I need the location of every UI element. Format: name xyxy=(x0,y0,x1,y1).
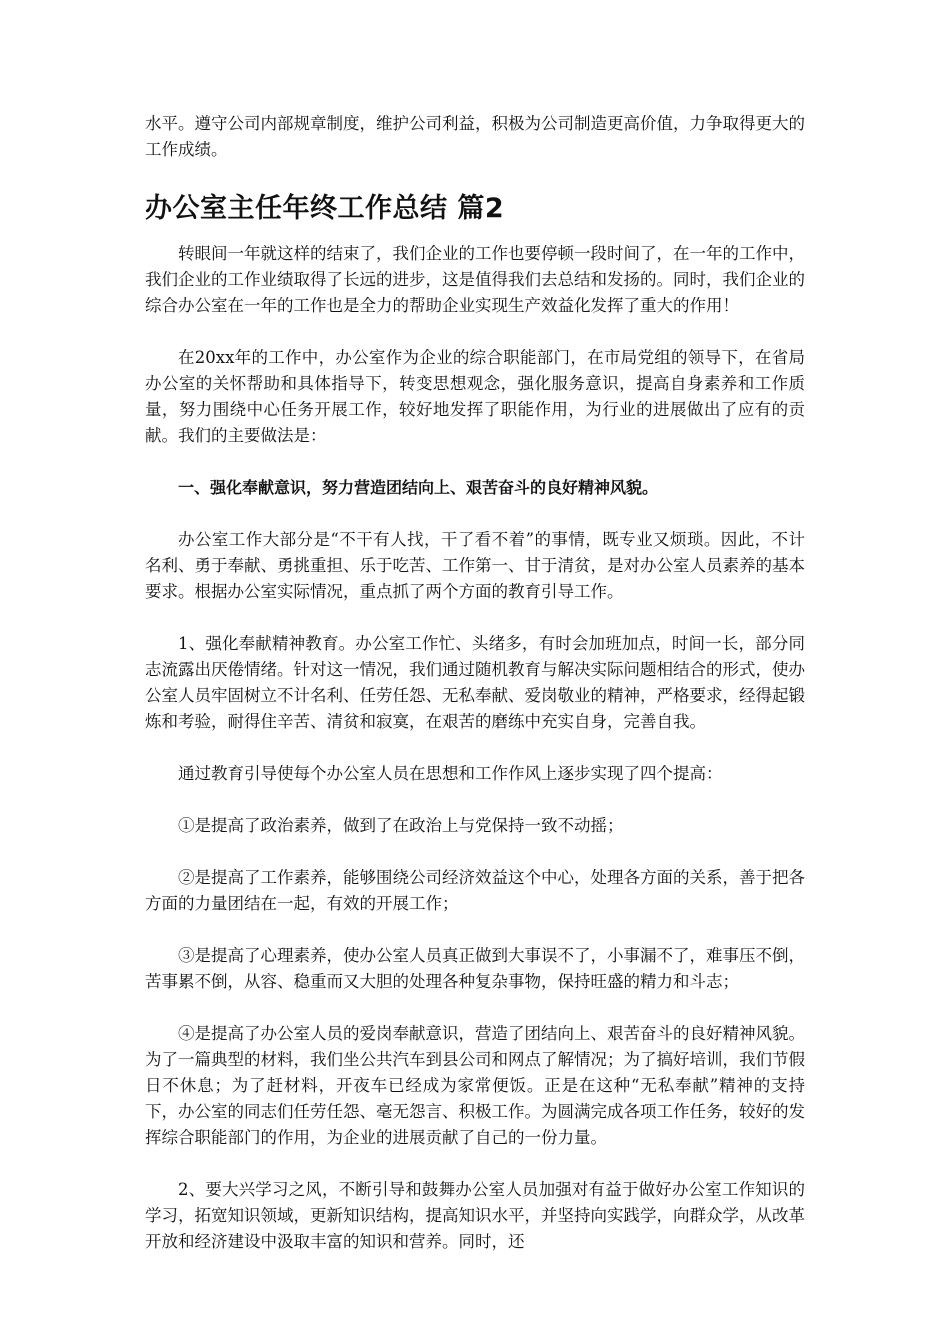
paragraph-6: 2、要大兴学习之风，不断引导和鼓舞办公室人员加强对有益于做好办公室工作知识的学习，拓宽知识领域，更新知识结构，提高知识水平，并坚持向实践学，向群众学，从改革开放和经济建设中汲取丰富的知识和营养。同时，还 xyxy=(145,1180,805,1251)
paragraph-5: 通过教育引导使每个办公室人员在思想和工作作风上逐步实现了四个提高： xyxy=(178,764,723,783)
paragraph-1: 转眼间一年就这样的结束了，我们企业的工作也要停顿一段时间了，在一年的工作中，我们企业的工作业绩取得了长远的进步，这是值得我们去总结和发扬的。同时，我们企业的综合办公室在一年的工作也是全力的帮助企业实现生产效益化发挥了重大的作用！ xyxy=(145,244,805,315)
subheading-1: 一、强化奉献意识，努力营造团结向上、艰苦奋斗的良好精神风貌。 xyxy=(178,478,659,497)
paragraph-3: 办公室工作大部分是“不干有人找，干了看不着”的事情，既专业又烦琐。因此，不计名利、勇于奉献、勇挑重担、乐于吃苦、工作第一、甘于清贫，是对办公室人员素养的基本要求。根据办公室实际情况，重点抓了两个方面的教育引导工作。 xyxy=(145,530,805,601)
section-heading: 办公室主任年终工作总结 篇2 xyxy=(145,193,505,224)
list-item-4: ④是提高了办公室人员的爱岗奉献意识，营造了团结向上、艰苦奋斗的良好精神风貌。为了一篇典型的材料，我们坐公共汽车到县公司和网点了解情况；为了搞好培训，我们节假日不休息；为了赶材料，开夜车已经成为家常便饭。正是在这种“无私奉献”精神的支持下，办公室的同志们任劳任怨、毫无怨言、积极工作。为圆满完成各项工作任务，较好的发挥综合职能部门的作用，为企业的进展贡献了自己的一份力量。 xyxy=(145,1024,805,1147)
intro-paragraph: 水平。遵守公司内部规章制度，维护公司利益，积极为公司制造更高价值，力争取得更大的工作成绩。 xyxy=(145,114,805,159)
list-item-1: ①是提高了政治素养，做到了在政治上与党保持一致不动摇； xyxy=(178,816,624,835)
list-item-2: ②是提高了工作素养，能够围绕公司经济效益这个中心，处理各方面的关系，善于把各方面的力量团结在一起，有效的开展工作； xyxy=(145,868,805,913)
paragraph-4: 1、强化奉献精神教育。办公室工作忙、头绪多，有时会加班加点，时间一长，部分同志流露出厌倦情绪。针对这一情况，我们通过随机教育与解决实际问题相结合的形式，使办公室人员牢固树立不计名利、任劳任怨、无私奉献、爱岗敬业的精神，严格要求，经得起锻炼和考验，耐得住辛苦、清贫和寂寞，在艰苦的磨练中充实自身，完善自我。 xyxy=(145,634,805,731)
paragraph-2: 在20xx年的工作中，办公室作为企业的综合职能部门，在市局党组的领导下，在省局办公室的关怀帮助和具体指导下，转变思想观念，强化服务意识，提高自身素养和工作质量，努力围绕中心任务开展工作，较好地发挥了职能作用，为行业的进展做出了应有的贡献。我们的主要做法是： xyxy=(145,348,805,445)
list-item-3: ③是提高了心理素养，使办公室人员真正做到大事误不了，小事漏不了，难事压不倒，苦事累不倒，从容、稳重而又大胆的处理各种复杂事物，保持旺盛的精力和斗志； xyxy=(145,946,805,991)
document-body xyxy=(145,111,805,1255)
